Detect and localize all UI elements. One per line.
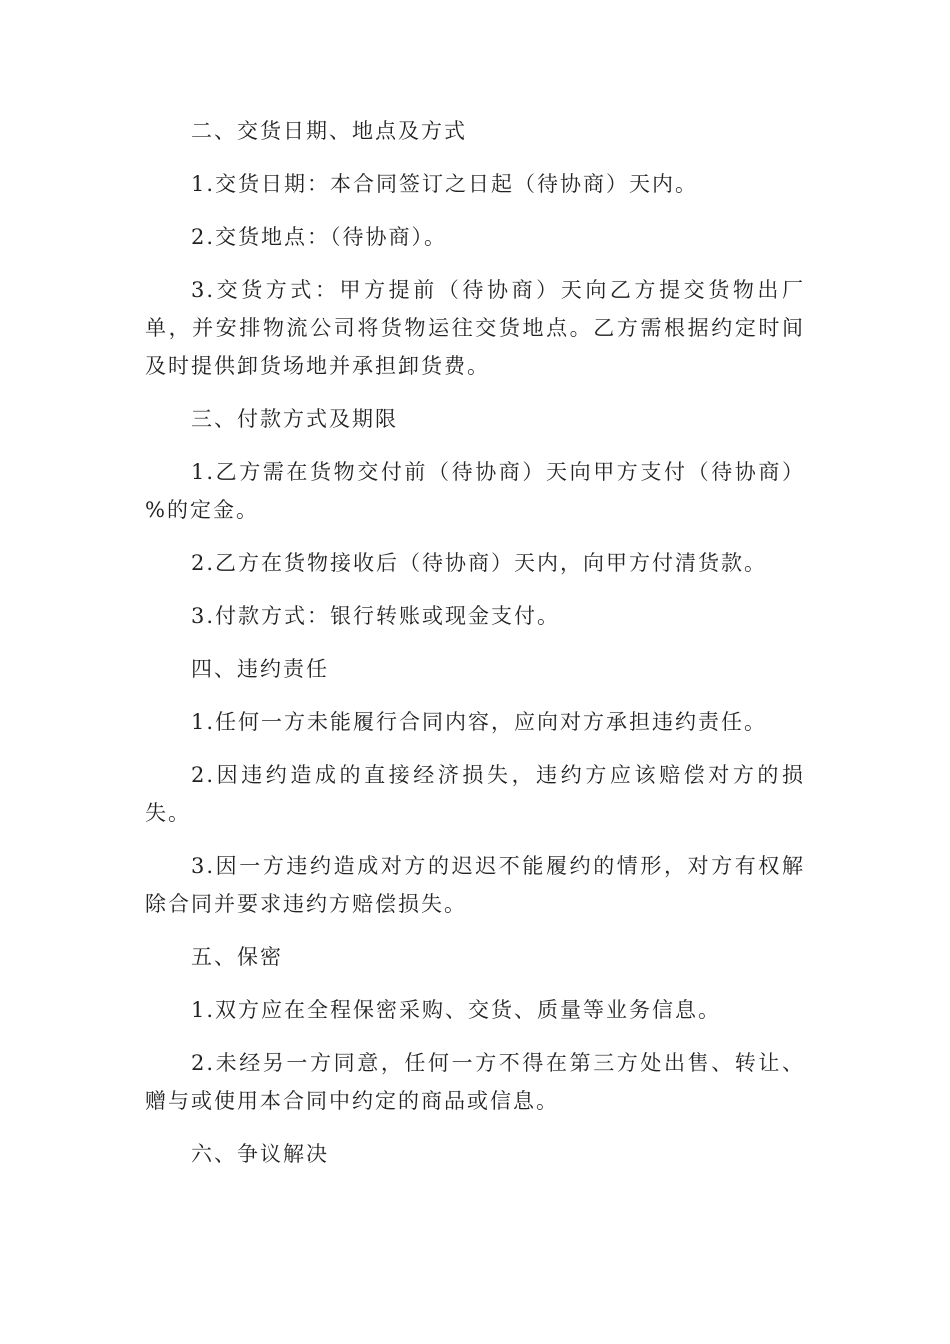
section-heading: 六、争议解决 [191,1142,329,1166]
section-heading: 四、违约责任 [191,657,329,681]
section-heading: 五、保密 [191,945,283,969]
clause-paragraph: 2.因违约造成的直接经济损失，违约方应该赔偿对方的损失。 [145,763,805,825]
section-heading: 二、交货日期、地点及方式 [191,119,467,143]
clause-paragraph: 3.付款方式：银行转账或现金支付。 [191,604,561,628]
clause-paragraph: 1.任何一方未能履行合同内容，应向对方承担违约责任。 [191,710,768,734]
clause-paragraph: 1.乙方需在货物交付前（待协商）天向甲方支付（待协商）%的定金。 [145,460,805,522]
clause-paragraph: 2.乙方在货物接收后（待协商）天内，向甲方付清货款。 [191,551,768,575]
clause-paragraph: 1.交货日期：本合同签订之日起（待协商）天内。 [191,172,699,196]
clause-paragraph: 1.双方应在全程保密采购、交货、质量等业务信息。 [191,998,722,1022]
clause-paragraph: 3.交货方式：甲方提前（待协商）天向乙方提交货物出厂单，并安排物流公司将货物运往交货地点。乙方需根据约定时间及时提供卸货场地并承担卸货费。 [145,278,805,378]
document-body [145,112,805,1188]
clause-paragraph: 3.因一方违约造成对方的迟迟不能履约的情形，对方有权解除合同并要求违约方赔偿损失。 [145,854,805,916]
section-heading: 三、付款方式及期限 [191,407,398,431]
clause-paragraph: 2.未经另一方同意，任何一方不得在第三方处出售、转让、赠与或使用本合同中约定的商品或信息。 [145,1051,805,1113]
clause-paragraph: 2.交货地点：（待协商）。 [191,225,448,249]
